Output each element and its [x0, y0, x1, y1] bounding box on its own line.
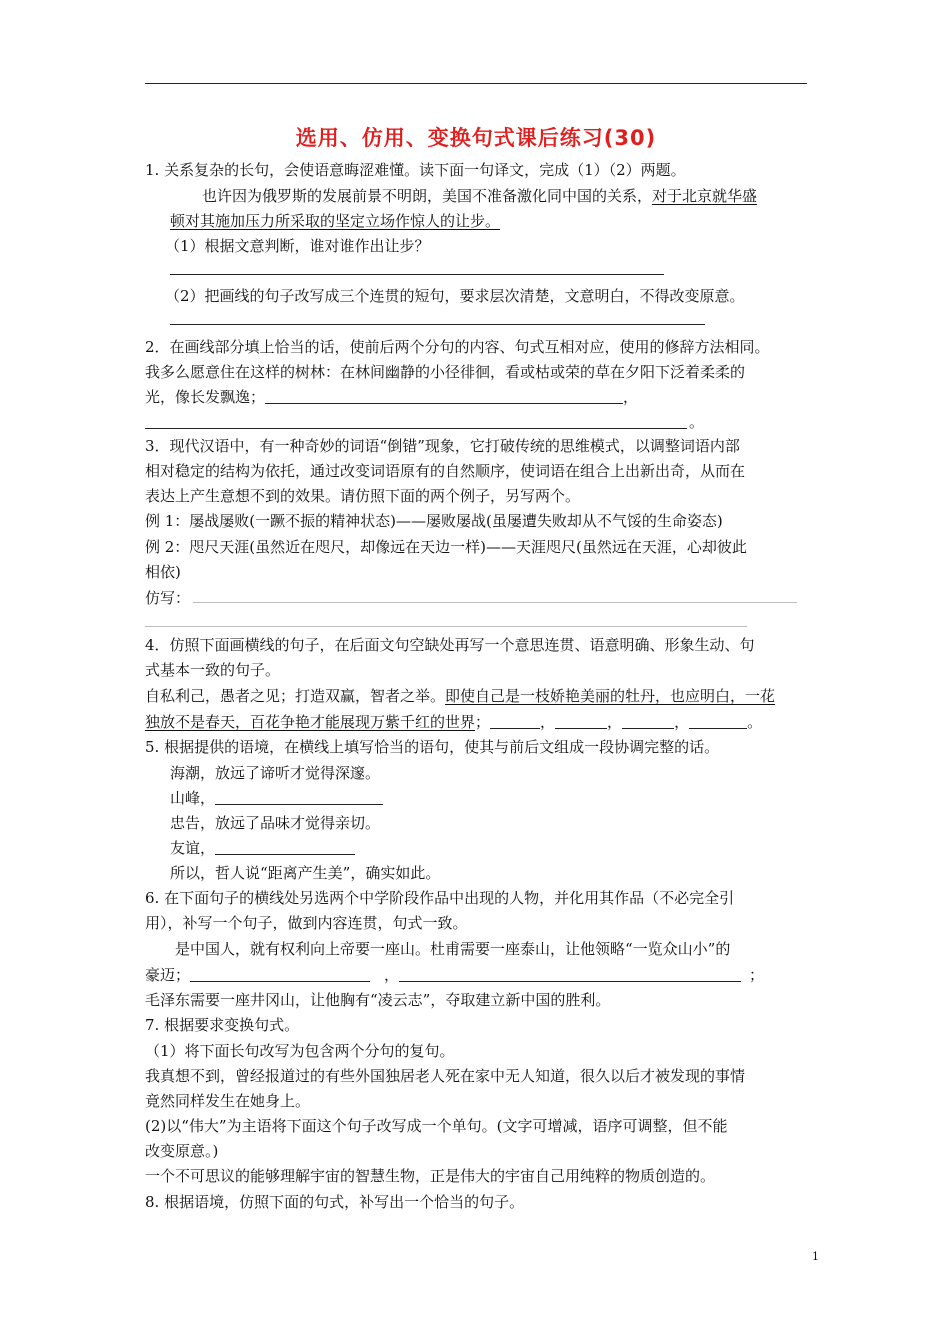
q5-youyi: [170, 838, 355, 858]
q4-comma-3: ，: [674, 713, 690, 731]
q4-underlined-a: 即使自己是一枝娇艳美丽的牡丹，也应明白，一花: [445, 687, 776, 705]
header-rule: [145, 83, 807, 84]
q2-line2: 我多么愿意住在这样的树林：在林间幽静的小径徘徊，看或枯或荣的草在夕阳下泛着柔柔的: [145, 363, 746, 381]
q5-shanfeng-label: 山峰，: [170, 789, 216, 807]
q6-line5: 毛泽东需要一座井冈山，让他胸有“凌云志”，夺取建立新中国的胜利。: [145, 991, 611, 1009]
q4-blank-3[interactable]: [622, 714, 674, 729]
q2-line3-text: 光，像长发飘逸；: [145, 388, 266, 406]
q3-line2: 相对稳定的结构为依托，通过改变词语原有的自然顺序，使词语在组合上出新出奇，从而在: [145, 462, 746, 480]
q6-line4: [145, 965, 764, 985]
q5-shanfeng: [170, 788, 383, 808]
q5-haichao: 海潮，放远了谛听才觉得深邃。: [170, 764, 381, 782]
q1-answer-line-1[interactable]: [170, 274, 664, 275]
q3-line3: 表达上产生意想不到的效果。请仿照下面的两个例子，另写两个。: [145, 487, 581, 505]
q8-line1: 8. 根据语境，仿照下面的句式，补写出一个恰当的句子。: [145, 1193, 525, 1211]
q3-example2-cont: 相依): [145, 563, 181, 581]
q7-s2: 一个不可思议的能够理解宇宙的智慧生物，正是伟大的宇宙自己用纯粹的物质创造的。: [145, 1167, 716, 1185]
q2-line3: [145, 387, 638, 407]
q1-stem: 1. 关系复杂的长句，会使语意晦涩难懂。读下面一句译文，完成（1）（2）两题。: [145, 161, 686, 179]
q4-line2: 式基本一致的句子。: [145, 661, 281, 679]
q6-comma: ，: [384, 966, 400, 984]
q6-line3: 是中国人，就有权利向上帝要一座山。杜甫需要一座泰山，让他领略“一览众山小”的: [175, 940, 731, 958]
q1-text-a: 也许因为俄罗斯的发展前景不明朗，美国不准备激化同中国的关系，: [202, 187, 653, 205]
q3-example2: 例 2：咫尺天涯(虽然近在咫尺，却像远在天边一样)——天涯咫尺(虽然远在天涯，心却彼此: [145, 538, 747, 556]
q7-sub2a: (2)以“伟大”为主语将下面这个句子改写成一个单句。(文字可增减，语序可调整，但不能: [145, 1117, 728, 1135]
q4-semicolon: ；: [475, 713, 491, 731]
q1-text-line1: [202, 186, 757, 206]
q3-line1: 3．现代汉语中，有一种奇妙的词语“倒错”现象，它打破传统的思维模式，以调整词语内部: [145, 437, 740, 455]
q5-blank-2[interactable]: [215, 840, 355, 855]
q4-line4: [145, 712, 762, 732]
q2-blank-1[interactable]: [265, 389, 623, 404]
q4-blank-2[interactable]: [555, 714, 607, 729]
q4-period: 。: [747, 713, 763, 731]
q6-haomai: 豪迈；: [145, 966, 191, 984]
q6-line2: 用），补写一个句子，做到内容连贯，句式一致。: [145, 914, 468, 932]
q4-line3: [145, 686, 775, 706]
q4-line3-text: 自私利己，愚者之见；打造双赢，智者之举。: [145, 687, 446, 705]
q6-line1: 6. 在下面句子的横线处另选两个中学阶段作品中出现的人物，并化用其作品（不必完全引: [145, 889, 735, 907]
q1-sub2: （2）把画线的句子改写成三个连贯的短句，要求层次清楚，文意明白，不得改变原意。: [165, 287, 745, 305]
q6-semicolon: ；: [749, 966, 765, 984]
q7-sub1: （1）将下面长句改写为包含两个分句的复句。: [145, 1042, 455, 1060]
q5-zhonggao: 忠告，放远了品味才觉得亲切。: [170, 814, 381, 832]
q2-blank-2[interactable]: [145, 428, 687, 429]
q4-underlined-b: 独放不是春天，百花争艳才能展现万紫千红的世界: [145, 713, 476, 731]
q5-blank-1[interactable]: [215, 790, 383, 805]
q4-line1: 4．仿照下面画横线的句子，在后面文句空缺处再写一个意思连贯、语意明确、形象生动、句: [145, 636, 755, 654]
q7-line1: 7. 根据要求变换句式。: [145, 1016, 300, 1034]
q7-sub2b: 改变原意。): [145, 1142, 219, 1160]
q4-comma-2: ，: [607, 713, 623, 731]
q7-s1b: 竟然同样发生在她身上。: [145, 1092, 311, 1110]
q6-blank-2[interactable]: [399, 967, 741, 982]
q6-blank-1[interactable]: [190, 967, 370, 982]
q3-example1: 例 1：屡战屡败(一蹶不振的精神状态)——屡败屡战(虽屡遭失败却从不气馁的生命姿态): [145, 512, 723, 530]
q2-end-period: 。: [689, 413, 705, 431]
page-title: 选用、仿用、变换句式课后练习(30): [295, 126, 657, 150]
q1-underlined-a: 对于北京就华盛: [652, 187, 758, 205]
q5-line1: 5. 根据提供的语境，在横线上填写恰当的语句，使其与前后文组成一段协调完整的话。: [145, 738, 720, 756]
q5-youyi-label: 友谊，: [170, 839, 216, 857]
q1-sub1: （1）根据文意判断，谁对谁作出让步？: [165, 237, 430, 255]
q1-underlined-b: 顿对其施加压力所采取的坚定立场作惊人的让步。: [170, 212, 501, 230]
q3-answer-line-2[interactable]: [145, 626, 747, 627]
page-number: 1: [812, 1250, 819, 1263]
q2-comma: ，: [623, 388, 639, 406]
q4-comma-1: ，: [540, 713, 556, 731]
q2-line1: 2．在画线部分填上恰当的话，使前后两个分句的内容、句式互相对应，使用的修辞方法相同。: [145, 338, 770, 356]
q4-blank-4[interactable]: [689, 714, 747, 729]
q3-fang-label: 仿写：: [145, 589, 191, 607]
q3-answer-line-1[interactable]: [193, 602, 797, 603]
q5-suoyi: 所以，哲人说“距离产生美”，确实如此。: [170, 864, 441, 882]
q7-s1a: 我真想不到，曾经报道过的有些外国独居老人死在家中无人知道，很久以后才被发现的事情: [145, 1067, 746, 1085]
q1-answer-line-2[interactable]: [170, 324, 705, 325]
q4-blank-1[interactable]: [490, 714, 540, 729]
